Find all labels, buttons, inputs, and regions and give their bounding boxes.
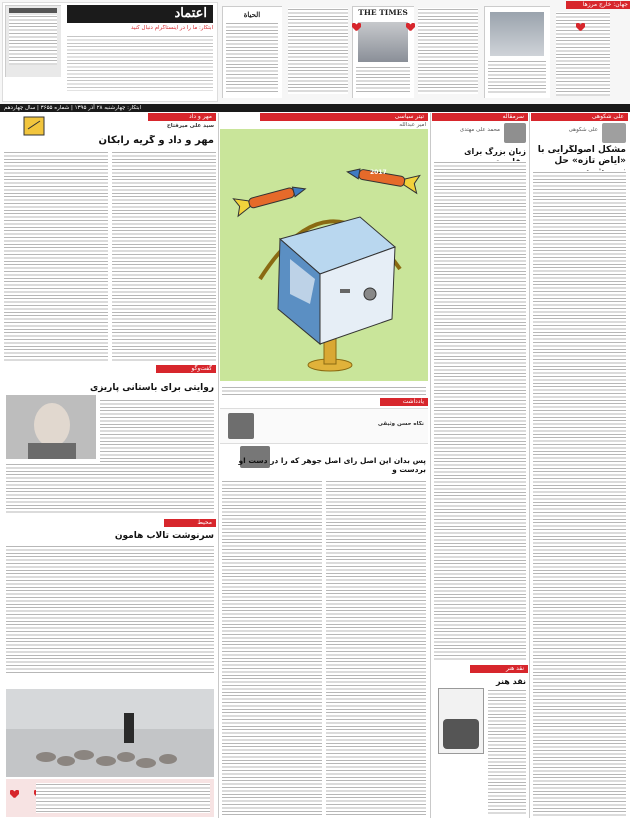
column-divider <box>529 113 530 818</box>
cartoon-below-text <box>222 386 426 396</box>
column-right-label: علی شکوهی <box>531 113 628 121</box>
author-photo <box>602 123 626 143</box>
cartoon-image <box>220 129 428 381</box>
column-second-byline: محمد علی مهتدی <box>459 127 500 133</box>
center-mid-label: یادداشت <box>380 398 428 406</box>
left-mid-label: گفت‌وگو <box>156 365 216 373</box>
photo-caption <box>6 779 214 817</box>
paper-name-1: الحياة <box>243 10 261 18</box>
paper-thumb-1 <box>222 6 282 98</box>
column-right-headline: مشکل اصولگرایی با «ایاض تازه» حل <box>537 145 626 166</box>
author-photo <box>504 123 526 143</box>
masthead-header <box>67 5 213 23</box>
left-low-label: محیط <box>164 519 216 527</box>
column-second-headline: زبان بزرگ برای <box>464 147 526 156</box>
column-right-byline: علی شکوهی <box>568 127 598 133</box>
center-mid-body-right <box>326 480 426 815</box>
left-top-body-right <box>112 151 216 361</box>
left-mid-headline: روایتی برای باستانی پاریزی <box>89 383 214 393</box>
masthead-text <box>67 35 213 91</box>
books-label: نقد هنر <box>470 665 528 673</box>
books-body <box>488 689 526 815</box>
paper-text-2 <box>418 8 478 94</box>
left-mid-photo <box>6 395 96 459</box>
cartoon-label: تیتر سیاسی <box>260 113 428 121</box>
left-mid-body-right <box>100 399 214 469</box>
masthead-box <box>2 2 218 102</box>
left-low-headline: سرنوشت تالاب هامون <box>114 531 214 541</box>
paper-text-1 <box>288 8 348 94</box>
book-cover <box>438 688 484 754</box>
heart-icon <box>406 23 415 31</box>
books-title: نقد هنر <box>496 677 526 686</box>
center-mid-body-left <box>222 480 322 815</box>
heart-icon <box>576 23 585 31</box>
left-mid-body <box>6 463 214 513</box>
column-right <box>531 113 628 818</box>
cartoon-section <box>220 113 428 383</box>
left-top-label: مهر و داد <box>148 113 216 121</box>
column-left <box>2 113 216 818</box>
column-divider <box>218 113 219 818</box>
left-low-body <box>6 545 214 675</box>
cartoon-caption: امیر عبدالله <box>399 122 426 128</box>
column-second <box>432 113 528 818</box>
left-low-photo <box>6 689 214 777</box>
person-photo <box>228 413 254 439</box>
heart-icon <box>352 23 361 31</box>
column-second-label: سرمقاله <box>432 113 528 121</box>
heart-icon <box>10 790 19 798</box>
column-divider <box>430 113 431 818</box>
info-bar-text: ابتکار: چهارشنبه ۲۸ آذر ۱۳۹۵ | شماره ۳۶۵۵ | سال چهاردهم <box>4 105 142 111</box>
paper-name-2: THE TIMES <box>358 8 408 17</box>
left-top-body-left <box>4 151 108 361</box>
center-mid-headline: پس بدان این اصل رای اصل جوهر که را در دست او بردست و <box>238 456 426 474</box>
paper-thumb-3 <box>484 6 550 98</box>
left-top-byline: سید علی میرفتاح <box>166 123 214 129</box>
masthead-tagline: ابتکار: ما را در اینستاگرام دنبال کنید <box>130 25 213 31</box>
photo-caption-text <box>36 783 210 813</box>
center-mid-person: نگاه حسن وثیقی <box>377 421 424 427</box>
column-right-body <box>533 171 626 816</box>
paper-thumb-2 <box>352 6 414 98</box>
left-top-headline: مهر و داد و گریه رابکان <box>98 135 214 146</box>
column-second-body <box>434 161 526 661</box>
center-mid-section <box>220 398 428 818</box>
top-section-label: جهان: خارج مرزها <box>566 1 630 9</box>
info-bar <box>0 104 630 112</box>
masthead-logo: اعتماد <box>174 6 207 21</box>
cartoon-year-label: 2017 <box>370 169 387 176</box>
illustration-icon <box>22 115 46 137</box>
masthead-paper-thumb <box>5 5 61 77</box>
